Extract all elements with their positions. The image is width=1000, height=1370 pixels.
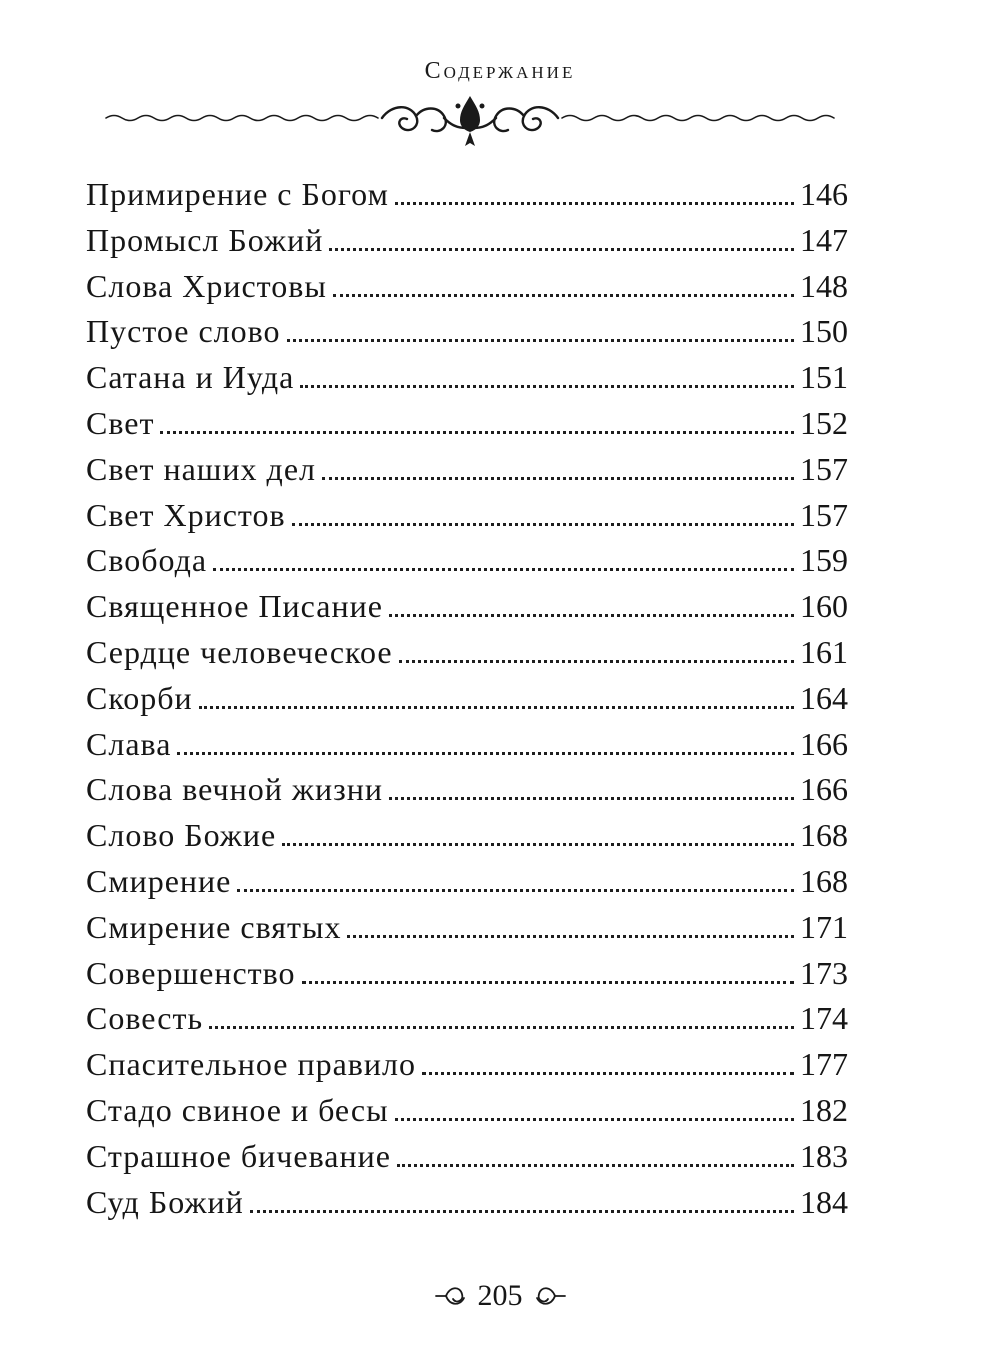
dot-leader [395, 201, 794, 205]
dot-leader [300, 384, 794, 388]
toc-entry-page: 168 [800, 862, 848, 899]
page-title: Содержание [424, 58, 576, 84]
toc-entry-page: 151 [800, 359, 848, 396]
toc-entry-page: 160 [800, 588, 848, 625]
toc-entry-title: Сердце человеческое [86, 633, 393, 670]
page-footer [0, 1276, 1000, 1316]
dot-leader [160, 430, 794, 434]
toc-entry-title: Свет [86, 404, 155, 441]
toc-entry-page: 157 [800, 450, 848, 487]
ornament-divider-icon [100, 92, 840, 152]
toc-entry-title: Священное Писание [86, 588, 383, 625]
toc-entry-page: 146 [800, 176, 848, 212]
toc-entry-title: Совесть [86, 1000, 204, 1037]
dot-leader [209, 1025, 794, 1029]
toc-entry-page: 174 [800, 1000, 848, 1037]
dot-leader [399, 659, 794, 663]
left-flourish-icon [434, 1284, 470, 1308]
toc-entry-title: Свет наших дел [86, 450, 316, 487]
toc-entry [86, 497, 848, 543]
toc-entry-title: Промысл Божий [86, 221, 324, 258]
toc-entry [86, 542, 848, 588]
toc-entry-page: 164 [800, 679, 848, 716]
toc-entry [86, 863, 848, 909]
toc-entry [86, 1046, 848, 1092]
toc-entry-page: 150 [800, 313, 848, 350]
toc-entry [86, 955, 848, 1001]
toc-entry-page: 152 [800, 404, 848, 441]
toc-entry [86, 1092, 848, 1138]
toc-entry-page: 182 [800, 1091, 848, 1128]
toc-entry-title: Примирение с Богом [86, 176, 389, 212]
toc-entry [86, 313, 848, 359]
running-header [0, 58, 1000, 85]
dot-leader [302, 980, 794, 984]
toc-entry-page: 168 [800, 817, 848, 854]
toc-entry-page: 166 [800, 771, 848, 808]
dot-leader [250, 1209, 794, 1213]
toc-entry [86, 726, 848, 772]
dot-leader [395, 1117, 794, 1121]
toc-entry-title: Слово Божие [86, 817, 277, 854]
toc-entry-page: 184 [800, 1183, 848, 1220]
toc-entry-title: Смирение [86, 862, 232, 899]
toc-entry-page: 171 [800, 908, 848, 945]
dot-leader [347, 934, 794, 938]
page-number: 205 [477, 1279, 523, 1312]
toc-entry-page: 148 [800, 267, 848, 304]
toc-entry-title: Стадо свиное и бесы [86, 1091, 389, 1128]
toc-entry [86, 176, 848, 222]
dot-leader [213, 567, 794, 571]
toc-entry [86, 588, 848, 634]
toc-entry-page: 183 [800, 1137, 848, 1174]
toc-entry-page: 147 [800, 221, 848, 258]
dot-leader [389, 613, 794, 617]
dot-leader [287, 338, 794, 342]
toc-entry [86, 1000, 848, 1046]
dot-leader [329, 247, 794, 251]
toc-entry [86, 222, 848, 268]
dot-leader [422, 1071, 794, 1075]
toc-entry-title: Слава [86, 725, 172, 762]
toc-entry [86, 634, 848, 680]
toc-entry [86, 771, 848, 817]
toc-entry [86, 817, 848, 863]
toc-entry [86, 909, 848, 955]
toc-entry-title: Смирение святых [86, 908, 342, 945]
dot-leader [282, 842, 794, 846]
toc-entry-title: Свобода [86, 542, 208, 579]
dot-leader [237, 888, 794, 892]
toc-entry-title: Суд Божий [86, 1183, 244, 1220]
toc-entry-title: Слова Христовы [86, 267, 327, 304]
dot-leader [397, 1163, 794, 1167]
toc-entry-title: Свет Христов [86, 496, 286, 533]
toc-entry [86, 359, 848, 405]
toc-entry [86, 1184, 848, 1230]
toc-entry [86, 268, 848, 314]
right-flourish-icon [531, 1284, 567, 1308]
toc-entry-page: 173 [800, 954, 848, 991]
toc-entry-page: 177 [800, 1046, 848, 1083]
toc-entry-title: Сатана и Иуда [86, 359, 295, 396]
toc-entry-title: Слова вечной жизни [86, 771, 383, 808]
dot-leader [389, 796, 794, 800]
toc-entry-page: 157 [800, 496, 848, 533]
dot-leader [177, 751, 794, 755]
dot-leader [292, 522, 794, 526]
dot-leader [199, 705, 794, 709]
toc-entry [86, 1138, 848, 1184]
dot-leader [333, 293, 794, 297]
toc-entry [86, 680, 848, 726]
dot-leader [322, 476, 794, 480]
toc-entry-page: 161 [800, 633, 848, 670]
toc-entry [86, 405, 848, 451]
toc-entry-title: Спасительное правило [86, 1046, 416, 1083]
toc-entry-title: Пустое слово [86, 313, 281, 350]
toc-entry-title: Совершенство [86, 954, 296, 991]
toc-entry [86, 451, 848, 497]
toc-entry-title: Скорби [86, 679, 193, 716]
toc-entry-title: Страшное бичевание [86, 1137, 391, 1174]
toc-entry-page: 159 [800, 542, 848, 579]
toc-entry-page: 166 [800, 725, 848, 762]
table-of-contents [86, 176, 848, 1229]
